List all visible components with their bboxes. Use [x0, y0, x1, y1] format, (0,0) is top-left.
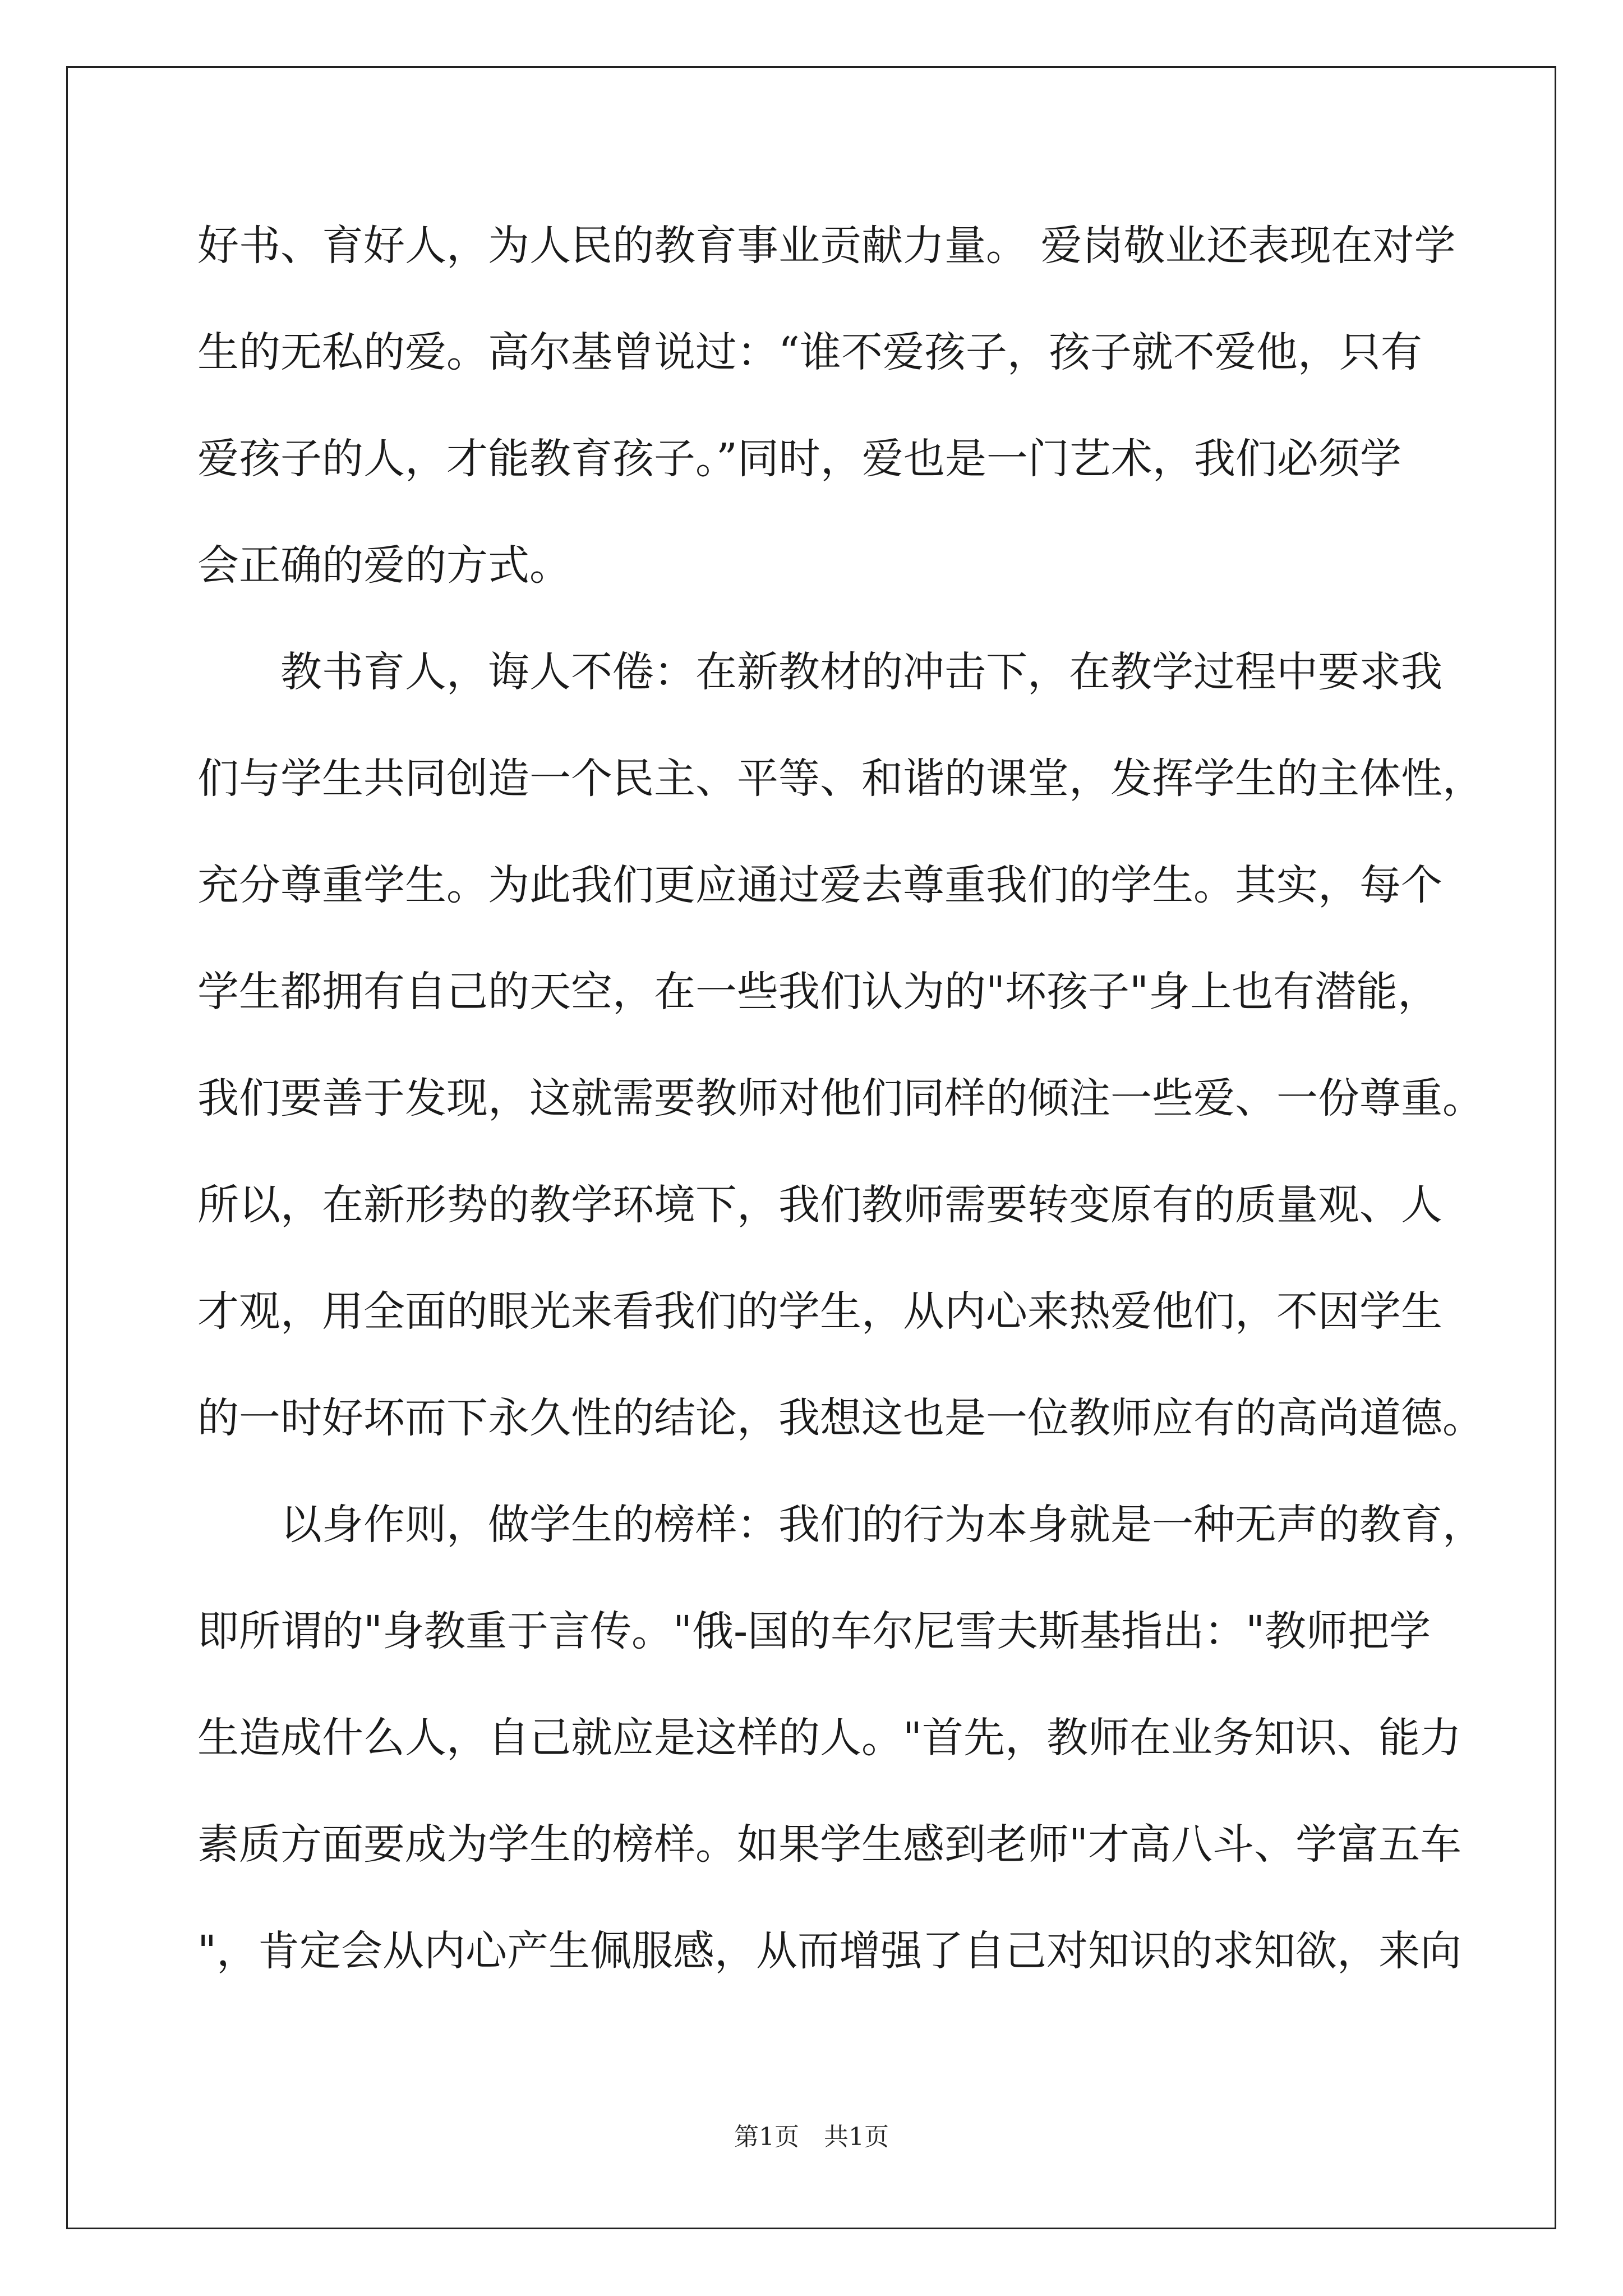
text-line-12: 的一时好坏而下永久性的结论，我想这也是一位教师应有的高尚道德。: [197, 1394, 1484, 1442]
text-line-3: 爱孩子的人，才能教育孩子。”同时，爱也是一门艺术，我们必须学: [197, 435, 1401, 483]
text-line-13: 以身作则，做学生的榜样：我们的行为本身就是一种无声的教育，: [197, 1501, 1484, 1549]
text-line-11: 才观，用全面的眼光来看我们的学生，从内心来热爱他们，不因学生: [197, 1287, 1442, 1336]
text-line-1: 好书、育好人，为人民的教育事业贡献力量。 爱岗敬业还表现在对学: [197, 222, 1456, 270]
page-border: [66, 66, 1556, 2229]
text-line-15: 生造成什么人，自己就应是这样的人。"首先，教师在业务知识、能力: [197, 1714, 1462, 1762]
text-line-7: 充分尊重学生。为此我们更应通过爱去尊重我们的学生。其实，每个: [197, 861, 1442, 909]
text-line-8: 学生都拥有自己的天空，在一些我们认为的"坏孩子"身上也有潜能，: [197, 968, 1440, 1016]
text-line-17: "，肯定会从内心产生佩服感，从而增强了自己对知识的求知欲，来向: [197, 1927, 1462, 1975]
text-line-5: 教书育人，诲人不倦：在新教材的冲击下，在教学过程中要求我: [197, 648, 1442, 696]
text-line-14: 即所谓的"身教重于言传。"俄-国的车尔尼雪夫斯基指出："教师把学: [197, 1607, 1431, 1655]
text-line-10: 所以，在新形势的教学环境下，我们教师需要转变原有的质量观、人: [197, 1181, 1442, 1229]
text-line-9: 我们要善于发现，这就需要教师对他们同样的倾注一些爱、一份尊重。: [197, 1074, 1484, 1122]
text-line-4: 会正确的爱的方式。: [197, 541, 571, 590]
page-footer: 第1页 共1页: [734, 2123, 889, 2151]
text-line-16: 素质方面要成为学生的榜样。如果学生感到老师"才高八斗、学富五车: [197, 1820, 1462, 1869]
text-line-6: 们与学生共同创造一个民主、平等、和谐的课堂，发挥学生的主体性，: [197, 754, 1484, 803]
text-line-2: 生的无私的爱。高尔基曾说过：“谁不爱孩子，孩子就不爱他，只有: [197, 328, 1422, 376]
